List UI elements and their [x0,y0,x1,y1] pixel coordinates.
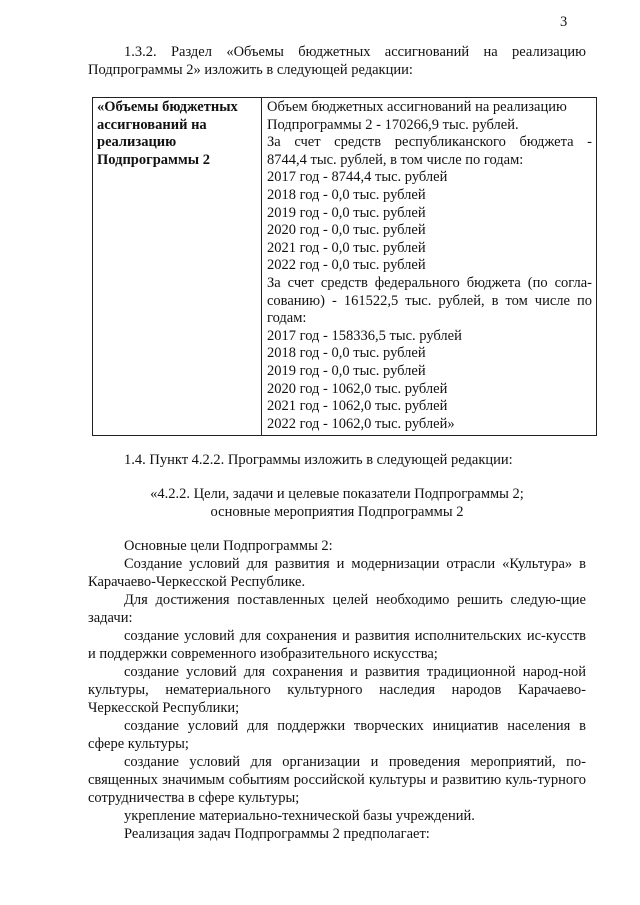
budget-table [92,97,597,436]
task-2: создание условий для сохранения и развития традиционной народ-ной культуры, нематериального культурного наследия народов Карачаево-Черкесской Республики; [88,664,586,716]
table-line: годам: [267,310,307,327]
table-line: 2019 год - 0,0 тыс. рублей [267,362,426,379]
page-number: 3 [560,14,568,30]
table-left-cell [93,98,262,436]
table-line: 2017 год - 158336,5 тыс. рублей [267,327,462,344]
table-line: 2021 год - 1062,0 тыс. рублей [267,398,448,415]
table-line: 2020 год - 1062,0 тыс. рублей [267,380,448,397]
section-1-4-text: 1.4. Пункт 4.2.2. Программы изложить в следующей редакции: [124,452,513,468]
table-line: Подпрограммы 2 - 170266,9 тыс. рублей. [267,116,519,133]
table-line: 2020 год - 0,0 тыс. рублей [267,222,426,239]
implementation-text: Реализация задач Подпрограммы 2 предполагает: [124,826,430,842]
table-line: Объем бюджетных ассигнований на реализацию [267,99,567,115]
task-5: укрепление материально-технической базы учреждений. [124,808,475,824]
table-line: За счет средств федерального бюджета (по согла- [267,274,592,291]
table-line: сованию) - 161522,5 тыс. рублей, в том числе по [267,292,592,309]
table-line: 2018 год - 0,0 тыс. рублей [267,345,426,362]
table-left-label: «Объемы бюджетных ассигнований на реализацию Подпрограммы 2 [97,99,238,168]
table-line: 2022 год - 0,0 тыс. рублей [267,257,426,274]
main-goals-label: Основные цели Подпрограммы 2: [124,538,333,554]
table-line: 8744,4 тыс. рублей, в том числе по годам: [267,151,524,168]
task-1: создание условий для сохранения и развития исполнительских ис-кусств и поддержки современного изобразительного искусства; [88,628,586,662]
table-line: 2022 год - 1062,0 тыс. рублей» [267,415,455,432]
task-3: создание условий для поддержки творческих инициатив населения в сфере культуры; [88,718,586,752]
table-line: За счет средств республиканского бюджета - [267,134,592,151]
subprogram-heading-line-2: основные мероприятия Подпрограммы 2 [210,504,464,520]
table-right-cell [262,98,597,436]
table-line: 2018 год - 0,0 тыс. рублей [267,186,426,203]
tasks-intro: Для достижения поставленных целей необходимо решить следую-щие задачи: [88,592,586,626]
table-row [93,98,597,436]
section-1-3-2-text: 1.3.2. Раздел «Объемы бюджетных ассигнований на реализацию Подпрограммы 2» изложить в следующей редакции: [88,44,586,78]
goal-text: Создание условий для развития и модернизации отрасли «Культура» в Карачаево-Черкесской Республике. [88,556,586,590]
table-line: 2021 год - 0,0 тыс. рублей [267,239,426,256]
task-4: создание условий для организации и проведения мероприятий, по-священных значимым событиям российской культуры и развитию куль-турного сотрудничества в сфере культуры; [88,754,586,806]
subprogram-heading-line-1: «4.2.2. Цели, задачи и целевые показатели Подпрограммы 2; [150,486,524,502]
table-line: 2019 год - 0,0 тыс. рублей [267,204,426,221]
table-line: 2017 год - 8744,4 тыс. рублей [267,169,448,186]
